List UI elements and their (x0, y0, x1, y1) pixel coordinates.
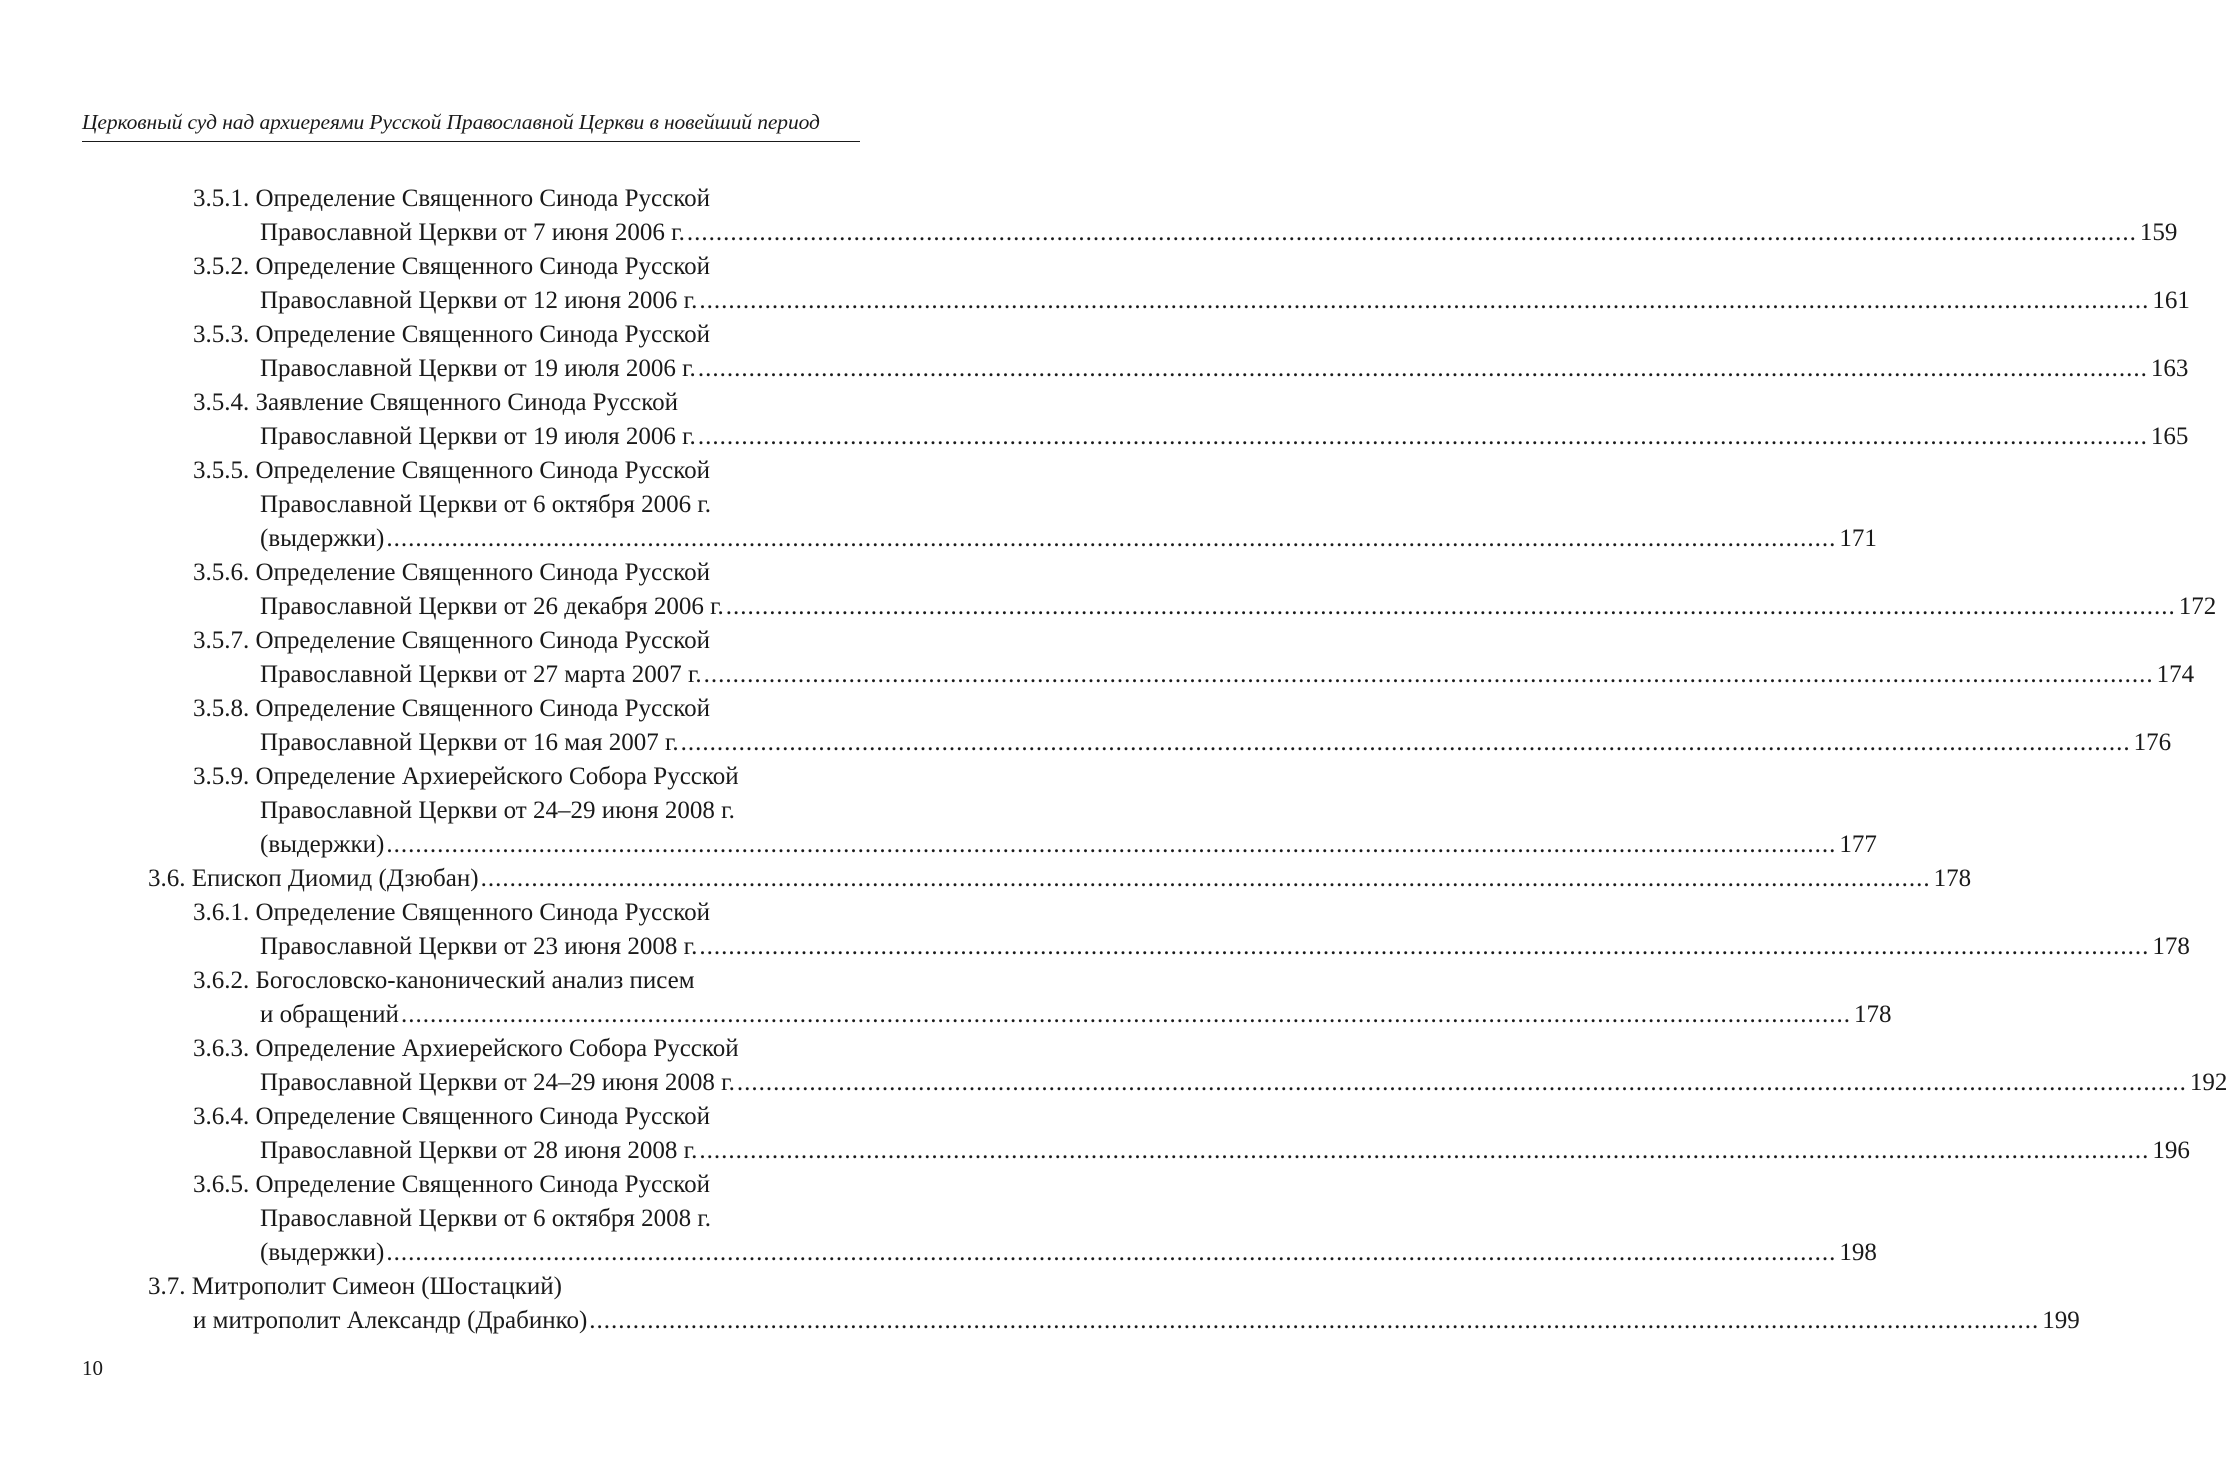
toc-entry-text: 3.6.1. Определение Священного Синода Русской (193, 899, 710, 926)
toc-entry-text: 3.5.2. Определение Священного Синода Русской (193, 253, 710, 280)
leader-dots: ........................................................................................................................................................................................................ (386, 1239, 1837, 1266)
toc-page-number: 178 (1853, 1001, 1892, 1028)
leader-dots: ........................................................................................................................................................................................................ (699, 1137, 2150, 1164)
toc-entry-text: 3.5.3. Определение Священного Синода Русской (193, 321, 710, 348)
toc-entry-text: 3.5.7. Определение Священного Синода Русской (193, 627, 710, 654)
toc-entry-text: и обращений (260, 1001, 399, 1028)
toc-page-number: 192 (2189, 1069, 2227, 1096)
toc-page-number: 159 (2139, 219, 2178, 246)
toc-entry-text: Православной Церкви от 19 июля 2006 г. (260, 423, 696, 450)
toc-entry-line (0, 1168, 1000, 1202)
page-number: 10 (82, 1356, 103, 1380)
toc-entry-last-line (0, 1304, 2080, 1338)
toc-entry-line (0, 692, 1000, 726)
toc-entry-line (0, 556, 1000, 590)
toc-entry-text: 3.6.5. Определение Священного Синода Русской (193, 1171, 710, 1198)
toc-entry-last-line (0, 522, 1877, 556)
toc-entry-last-line (0, 1236, 1877, 1270)
toc-entry-text: и митрополит Александр (Драбинко) (193, 1307, 588, 1334)
toc-entry (0, 1100, 2190, 1168)
header-rule (82, 141, 860, 142)
toc-entry-line (0, 624, 1000, 658)
toc-entry-text: 3.6. Епископ Диомид (Дзюбан) (148, 865, 479, 892)
toc-entry-text: 3.5.4. Заявление Священного Синода Русской (193, 389, 679, 416)
toc-entry-last-line (0, 862, 1972, 896)
toc-entry-last-line (0, 284, 2190, 318)
toc-page-number: 199 (2042, 1307, 2080, 1334)
toc-entry-line (0, 386, 1000, 420)
toc-entry-line (0, 964, 1000, 998)
toc-page-number: 165 (2150, 423, 2189, 450)
toc-entry-text: Православной Церкви от 12 июня 2006 г. (260, 287, 698, 314)
toc-entry-line (0, 1032, 1000, 1066)
toc-entry (0, 250, 2190, 318)
table-of-contents (0, 182, 2227, 1338)
leader-dots: ........................................................................................................................................................................................................ (725, 593, 2176, 620)
running-head: Церковный суд над архиереями Русской Православной Церкви в новейший период (82, 110, 820, 134)
toc-entry (0, 1168, 1877, 1270)
toc-entry (0, 318, 2189, 386)
toc-entry-text: Православной Церкви от 16 мая 2007 г. (260, 729, 679, 756)
toc-entry-text: (выдержки) (260, 831, 385, 858)
toc-entry-text: Православной Церкви от 27 марта 2007 г. (260, 661, 702, 688)
toc-entry-line (0, 794, 1000, 828)
toc-entry (0, 556, 2217, 624)
toc-entry-line (0, 1100, 1000, 1134)
toc-entry-text: 3.6.4. Определение Священного Синода Русской (193, 1103, 710, 1130)
toc-entry-last-line (0, 1066, 2227, 1100)
toc-page-number: 178 (1933, 865, 1972, 892)
toc-entry-text: (выдержки) (260, 1239, 385, 1266)
toc-page-number: 176 (2133, 729, 2172, 756)
toc-entry-text: Православной Церкви от 19 июля 2006 г. (260, 355, 696, 382)
toc-entry (0, 692, 2172, 760)
toc-entry-last-line (0, 658, 2195, 692)
toc-entry-text: Православной Церкви от 24–29 июня 2008 г. (260, 1069, 735, 1096)
toc-entry (0, 386, 2189, 454)
toc-entry-line (0, 760, 1000, 794)
toc-entry (0, 624, 2195, 692)
leader-dots: ........................................................................................................................................................................................................ (703, 661, 2154, 688)
toc-entry (0, 182, 2178, 250)
leader-dots: ........................................................................................................................................................................................................ (386, 525, 1837, 552)
toc-page-number: 161 (2152, 287, 2190, 314)
toc-entry-text: 3.5.6. Определение Священного Синода Русской (193, 559, 710, 586)
toc-page-number: 171 (1839, 525, 1877, 552)
leader-dots: ........................................................................................................................................................................................................ (736, 1069, 2187, 1096)
leader-dots: ........................................................................................................................................................................................................ (400, 1001, 1851, 1028)
toc-entry (0, 1270, 2080, 1338)
toc-entry-text: Православной Церкви от 24–29 июня 2008 г. (260, 797, 735, 824)
toc-entry-line (0, 1202, 1000, 1236)
leader-dots: ........................................................................................................................................................................................................ (699, 287, 2150, 314)
toc-entry-line (0, 250, 1000, 284)
toc-entry-last-line (0, 216, 2178, 250)
toc-entry-text: Православной Церкви от 6 октября 2006 г. (260, 491, 712, 518)
toc-entry-line (0, 454, 1000, 488)
leader-dots: ........................................................................................................................................................................................................ (386, 831, 1837, 858)
toc-entry-text: Православной Церкви от 26 декабря 2006 г. (260, 593, 724, 620)
toc-entry-line (0, 318, 1000, 352)
toc-entry-text: 3.5.9. Определение Архиерейского Собора Русской (193, 763, 739, 790)
toc-page-number: 163 (2150, 355, 2189, 382)
leader-dots: ........................................................................................................................................................................................................ (680, 729, 2131, 756)
toc-page-number: 198 (1839, 1239, 1877, 1266)
toc-entry (0, 862, 1972, 896)
toc-entry (0, 896, 2190, 964)
toc-entry-text: Православной Церкви от 7 июня 2006 г. (260, 219, 685, 246)
leader-dots: ........................................................................................................................................................................................................ (699, 933, 2150, 960)
toc-page-number: 196 (2152, 1137, 2190, 1164)
toc-entry-last-line (0, 1134, 2190, 1168)
toc-entry-text: Православной Церкви от 6 октября 2008 г. (260, 1205, 712, 1232)
toc-page-number: 177 (1839, 831, 1877, 858)
toc-entry-last-line (0, 726, 2172, 760)
leader-dots: ........................................................................................................................................................................................................ (697, 423, 2148, 450)
toc-page-number: 178 (2152, 933, 2190, 960)
toc-entry-line (0, 182, 1000, 216)
toc-entry (0, 1032, 2227, 1100)
toc-entry-text: 3.7. Митрополит Симеон (Шостацкий) (148, 1273, 562, 1300)
toc-entry-text: 3.5.8. Определение Священного Синода Русской (193, 695, 710, 722)
toc-entry-text: 3.5.1. Определение Священного Синода Русской (193, 185, 710, 212)
toc-entry-line (0, 1270, 1000, 1304)
toc-entry-last-line (0, 930, 2190, 964)
toc-entry-text: (выдержки) (260, 525, 385, 552)
toc-entry-text: Православной Церкви от 28 июня 2008 г. (260, 1137, 698, 1164)
toc-entry (0, 454, 1877, 556)
toc-entry-last-line (0, 352, 2189, 386)
toc-page-number: 174 (2156, 661, 2195, 688)
toc-entry-line (0, 488, 1000, 522)
toc-entry-last-line (0, 828, 1877, 862)
leader-dots: ........................................................................................................................................................................................................ (480, 865, 1931, 892)
toc-entry (0, 964, 1892, 1032)
leader-dots: ........................................................................................................................................................................................................ (686, 219, 2137, 246)
toc-entry-line (0, 896, 1000, 930)
toc-entry-text: 3.6.3. Определение Архиерейского Собора Русской (193, 1035, 739, 1062)
toc-page-number: 172 (2178, 593, 2217, 620)
toc-entry-last-line (0, 590, 2217, 624)
toc-entry-text: 3.6.2. Богословско-канонический анализ писем (193, 967, 695, 994)
toc-entry-last-line (0, 420, 2189, 454)
leader-dots: ........................................................................................................................................................................................................ (589, 1307, 2040, 1334)
toc-entry-text: Православной Церкви от 23 июня 2008 г. (260, 933, 698, 960)
toc-entry (0, 760, 1877, 862)
leader-dots: ........................................................................................................................................................................................................ (697, 355, 2148, 382)
toc-entry-last-line (0, 998, 1892, 1032)
toc-entry-text: 3.5.5. Определение Священного Синода Русской (193, 457, 710, 484)
